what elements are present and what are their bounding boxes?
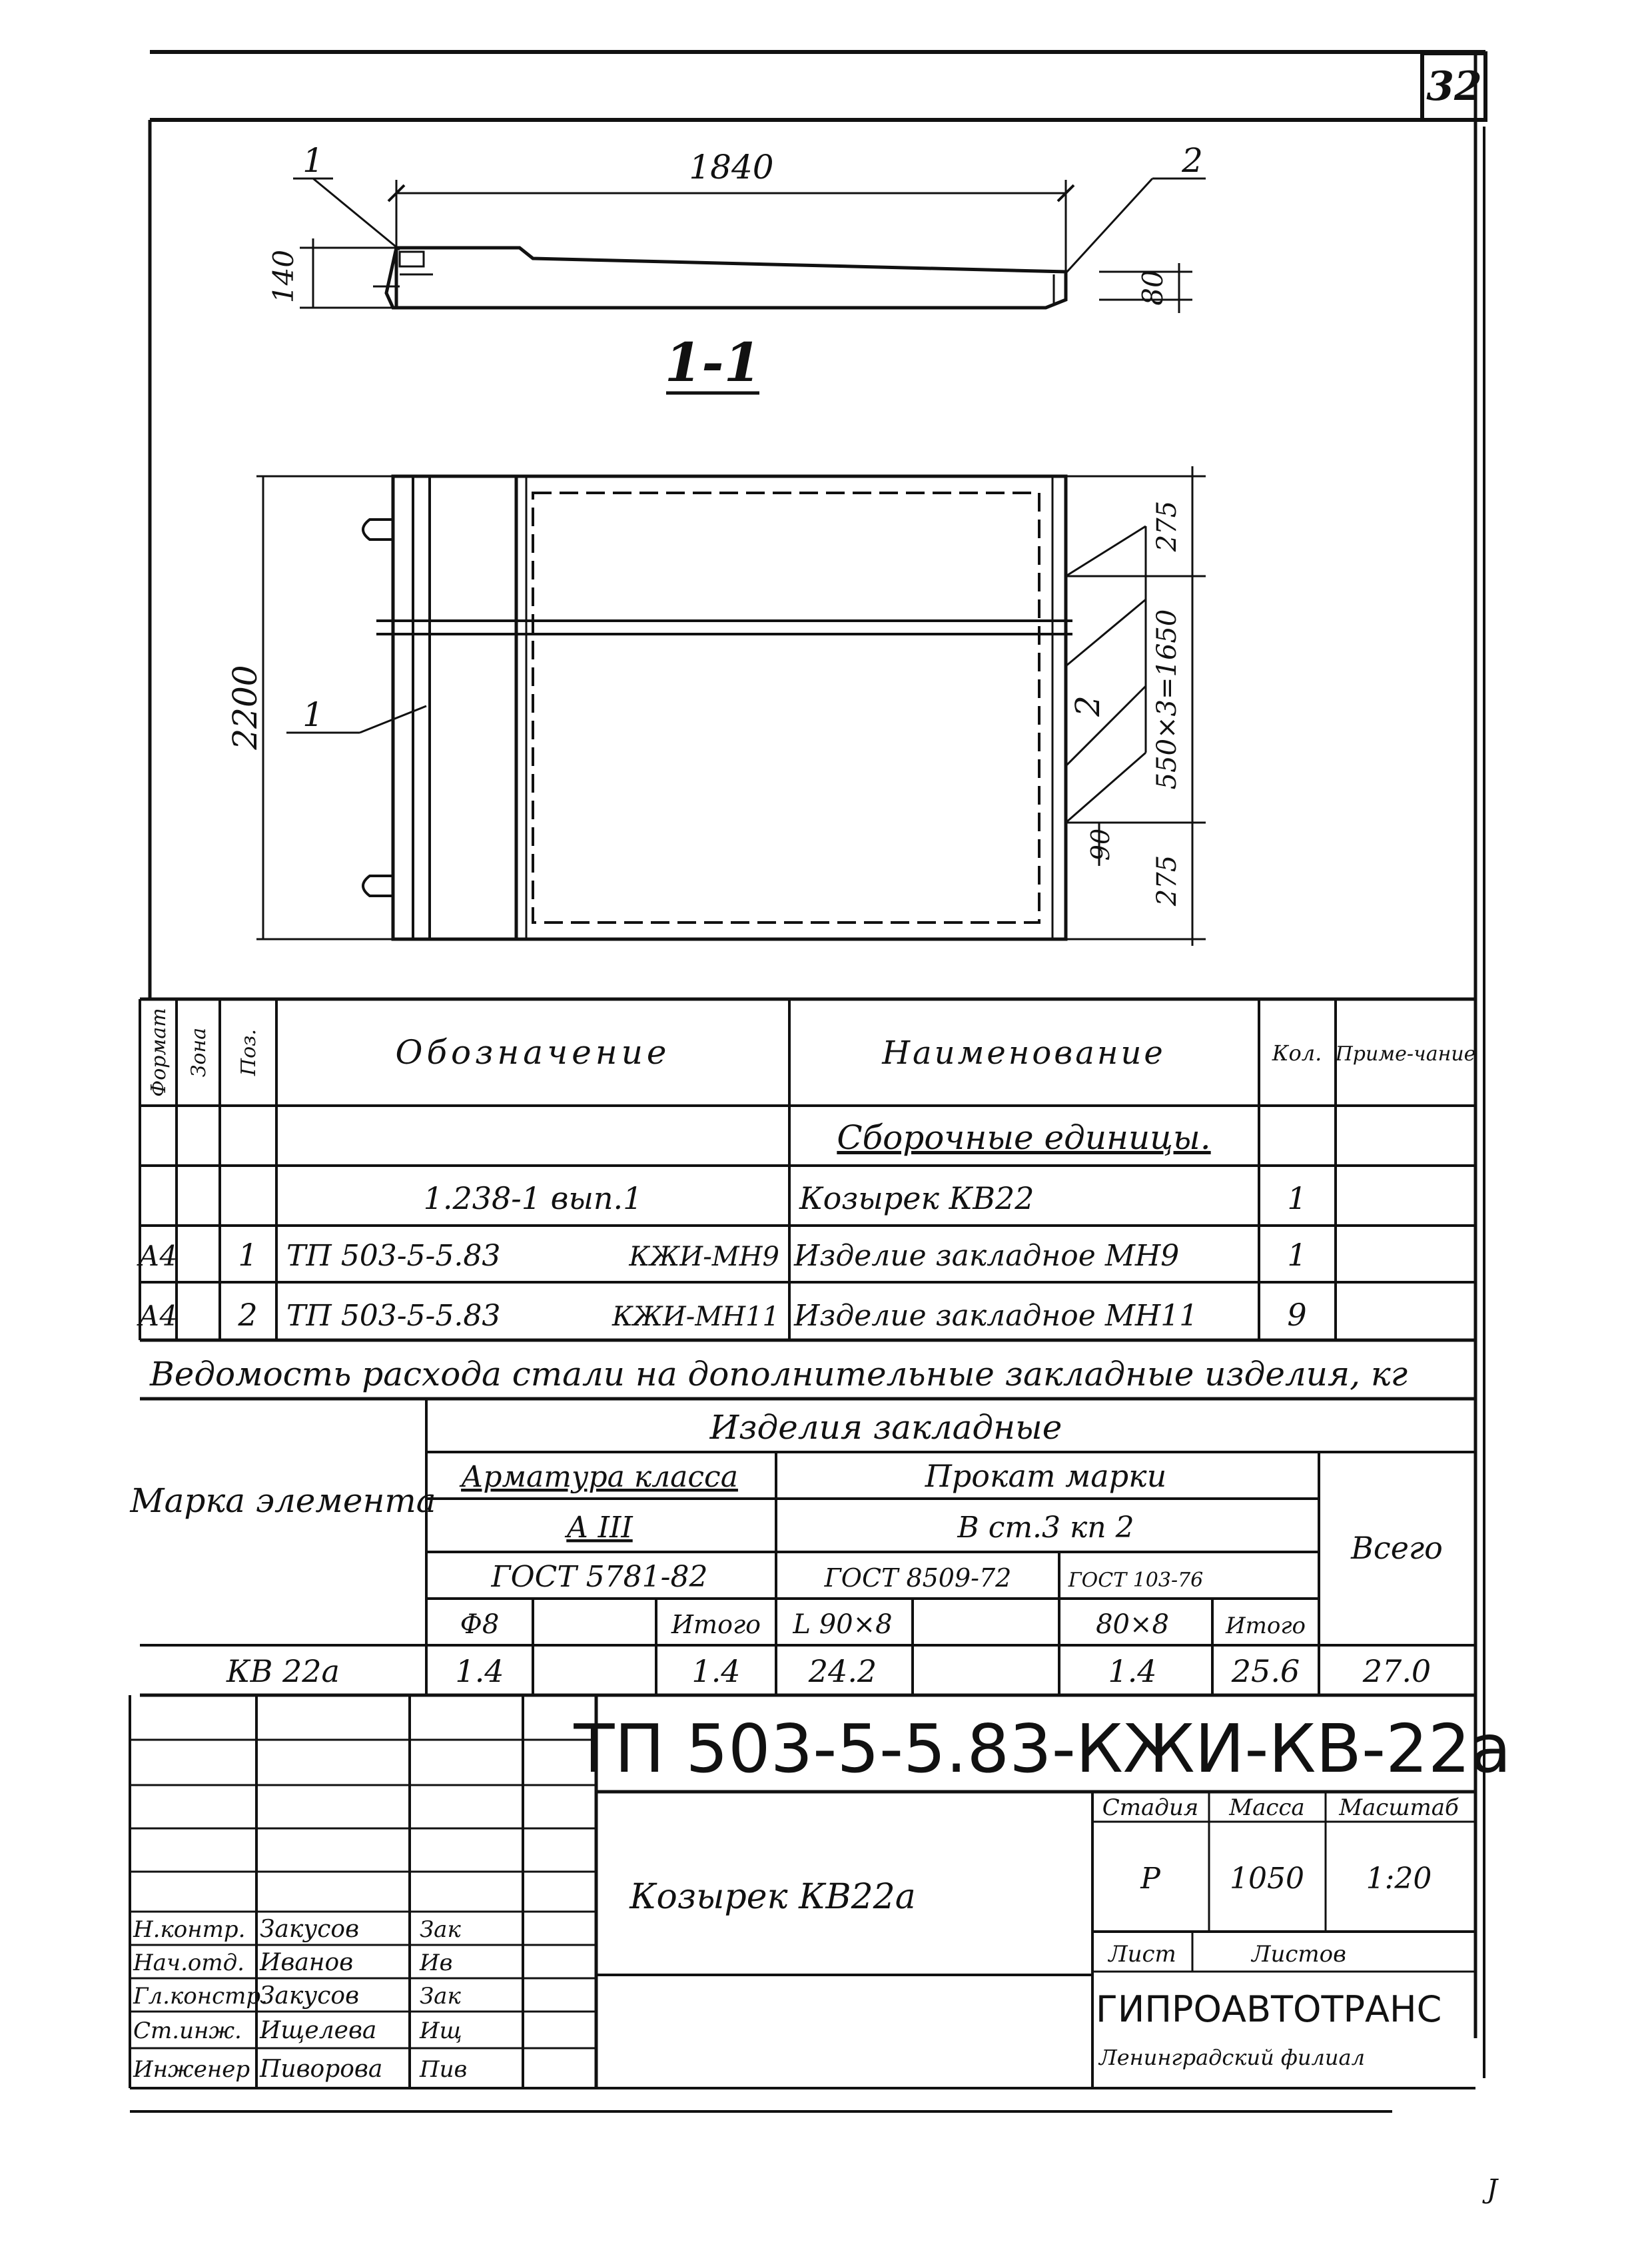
spec-header-note: Приме-чание [1335,1042,1476,1066]
spec-header-qty: Кол. [1272,1040,1322,1066]
person-name: Закусов [260,1916,360,1943]
steel-col-strip: 80×8 [1096,1609,1169,1640]
steel-group: Изделия закладные [709,1408,1062,1447]
spec-row-pos: 1 [238,1237,258,1273]
person-role: Нач.отд. [133,1950,244,1976]
title-person-row [133,2017,462,2044]
person-role: Ст.инж. [133,2018,242,2044]
plan-width: 2200 [226,665,264,750]
footer-mark: J [1486,2174,1498,2205]
dim-offset: 90 [1086,828,1115,861]
spec-row-designation: ТП 503-5-5.83 [286,1299,501,1333]
plan-pos1-label: 1 [302,695,324,734]
sheet-number: 32 [1426,63,1482,110]
spec-row-qty: 1 [1287,1237,1307,1273]
spec-section-title: Сборочные единицы. [837,1118,1211,1157]
title-mass: 1050 [1230,1862,1304,1896]
dim-length: 1840 [689,148,774,187]
leader-label-left: 1 [302,141,324,180]
steel-col-d8: Ф8 [460,1609,500,1640]
steel-rolled-label: Прокат марки [925,1458,1167,1494]
spec-row-name: Изделие закладное МН9 [794,1239,1180,1273]
title-scale: 1:20 [1366,1862,1432,1896]
title-person-row [133,1916,461,1943]
plan-pos2-label: 2 [1068,695,1107,717]
title-element-name: Козырек КВ22а [629,1877,916,1917]
title-mass-label: Масса [1229,1794,1305,1821]
person-signature: Зак [420,1916,461,1943]
person-signature: Ищ [420,2018,462,2044]
steel-gost2: ГОСТ 103-76 [1068,1569,1204,1592]
dim-bottom: 275 [1152,855,1182,907]
steel-row-d8: 1.4 [455,1653,504,1689]
title-scale-label: Масштаб [1339,1794,1459,1821]
steel-rebar-gost: ГОСТ 5781-82 [491,1560,708,1594]
person-name: Иванов [260,1949,354,1976]
steel-rebar-class: Арматура класса [461,1460,738,1494]
steel-row-itogo2: 25.6 [1231,1653,1300,1689]
steel-gost1: ГОСТ 8509-72 [824,1563,1012,1593]
spec-row-designation: ТП 503-5-5.83 [286,1239,501,1273]
title-sheets-label: Листов [1252,1941,1346,1968]
dim-height-right: 80 [1136,270,1169,306]
steel-col-itogo2: Итого [1225,1613,1306,1639]
title-person-row [133,2055,467,2083]
spec-row-pos: 2 [238,1297,258,1333]
title-org: ГИПРОАВТОТРАНС [1096,1988,1442,2030]
steel-row-total: 27.0 [1362,1653,1432,1689]
dim-height-left: 140 [267,249,300,304]
dim-top: 275 [1152,500,1182,552]
title-person-row [133,1982,461,2010]
section-view [293,179,1206,313]
steel-row-mark: КВ 22а [226,1653,340,1689]
title-org-branch: Ленинградский филиал [1099,2045,1365,2070]
spec-header-zone: Зона [187,1027,210,1078]
spec-header-designation: Обозначение [395,1033,671,1072]
steel-title: Ведомость расхода стали на дополнительные закладные изделия, кг [150,1355,1408,1393]
spec-row-qty: 1 [1287,1180,1307,1216]
steel-rebar-grade: А III [566,1511,633,1545]
steel-col-angle: L 90×8 [793,1609,893,1640]
title-stage: Р [1140,1862,1160,1896]
person-signature: Ив [420,1950,453,1976]
person-name: Ищелева [260,2017,377,2044]
person-signature: Пив [420,2056,468,2083]
spec-row [137,1237,1307,1273]
person-role: Гл.констр. [133,1983,268,2010]
person-role: Инженер [133,2056,250,2083]
person-signature: Зак [420,1983,461,2010]
spec-row-name: Козырек КВ22 [799,1180,1034,1216]
steel-row-strip: 1.4 [1108,1653,1157,1689]
person-name: Закусов [260,1982,360,2010]
steel-rolled-grade: В ст.3 кп 2 [957,1511,1134,1545]
title-sheet-label: Лист [1108,1941,1176,1968]
title-person-row [133,1949,452,1976]
steel-mark-label: Марка элемента [130,1481,436,1520]
person-name: Пиворова [260,2055,383,2083]
spec-row-name: Изделие закладное МН11 [794,1299,1198,1333]
person-role: Н.контр. [133,1916,246,1943]
spec-row-code: КЖИ-МН9 [629,1242,779,1272]
spec-header-format: Формат [147,1008,171,1097]
title-stage-label: Стадия [1102,1794,1199,1821]
spec-header-pos: Поз. [237,1028,260,1076]
steel-row-angle: 24.2 [808,1653,877,1689]
spec-header-name: Наименование [882,1034,1166,1072]
spec-row-format: А4 [138,1300,178,1332]
steel-row-itogo1: 1.4 [691,1653,741,1689]
title-code: ТП 503-5-5.83-КЖИ-КВ-22а [574,1710,1511,1788]
leader-label-right: 2 [1182,141,1203,180]
spec-row [424,1180,1307,1216]
spec-row [137,1297,1307,1333]
spec-row-code: КЖИ-МН11 [612,1302,779,1332]
section-label: 1-1 [664,331,761,394]
spec-row-designation: 1.238-1 вып.1 [423,1180,643,1216]
steel-col-itogo1: Итого [671,1610,761,1639]
steel-data-row [226,1653,1431,1689]
dim-mid: 550×3=1650 [1152,609,1182,790]
steel-total-label: Всего [1351,1530,1443,1566]
spec-row-format: А4 [138,1240,178,1272]
spec-row-qty: 9 [1287,1297,1307,1333]
plan-view [256,466,1206,946]
